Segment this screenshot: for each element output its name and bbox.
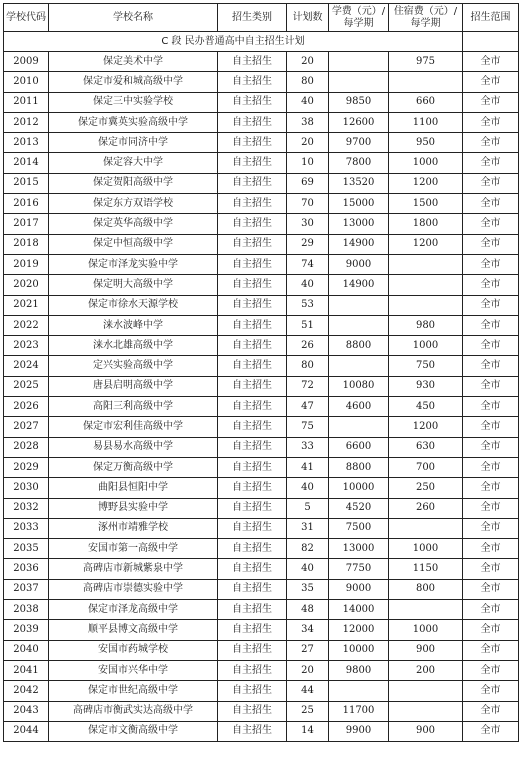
cell-lodging: 630 [389,437,463,457]
cell-tuition: 9900 [329,721,389,741]
cell-plan: 70 [287,194,329,214]
cell-plan: 75 [287,417,329,437]
cell-tuition: 8800 [329,336,389,356]
cell-lodging [389,72,463,92]
table-row [4,518,519,538]
cell-lodging [389,254,463,274]
cell-range: 全市 [463,376,519,396]
cell-name: 高阳三利高级中学 [49,397,218,417]
cell-code: 2011 [4,92,49,112]
cell-category: 自主招生 [218,234,287,254]
cell-name: 保定市世纪高级中学 [49,681,218,701]
cell-plan: 51 [287,315,329,335]
cell-plan: 20 [287,52,329,72]
cell-range: 全市 [463,112,519,132]
table-row [4,397,519,417]
table-row [4,376,519,396]
cell-range: 全市 [463,397,519,417]
table-row [4,539,519,559]
header-lodging-line1: 住宿费（元）/ [393,5,458,17]
cell-code: 2032 [4,498,49,518]
cell-code: 2020 [4,275,49,295]
cell-tuition: 14900 [329,234,389,254]
cell-range: 全市 [463,92,519,112]
cell-tuition: 13520 [329,173,389,193]
cell-category: 自主招生 [218,194,287,214]
cell-tuition: 12000 [329,620,389,640]
header-name: 学校名称 [49,4,218,32]
enrollment-plan-sheet [3,3,518,742]
cell-code: 2025 [4,376,49,396]
cell-name: 安国市第一高级中学 [49,539,218,559]
cell-category: 自主招生 [218,275,287,295]
table-row [4,701,519,721]
cell-tuition [329,295,389,315]
cell-lodging [389,518,463,538]
cell-tuition: 14000 [329,600,389,620]
cell-tuition: 11700 [329,701,389,721]
cell-lodging: 950 [389,133,463,153]
table-row [4,153,519,173]
cell-category: 自主招生 [218,72,287,92]
cell-category: 自主招生 [218,478,287,498]
table-row [4,92,519,112]
cell-name: 涞水波峰中学 [49,315,218,335]
header-range: 招生范围 [463,4,519,32]
cell-code: 2041 [4,660,49,680]
cell-category: 自主招生 [218,315,287,335]
cell-code: 2038 [4,600,49,620]
cell-lodging [389,275,463,295]
cell-tuition [329,417,389,437]
table-row [4,112,519,132]
cell-name: 博野县实验中学 [49,498,218,518]
table-row [4,133,519,153]
cell-code: 2021 [4,295,49,315]
cell-lodging: 1200 [389,417,463,437]
cell-name: 保定三中实验学校 [49,92,218,112]
cell-range: 全市 [463,681,519,701]
cell-range: 全市 [463,660,519,680]
cell-plan: 82 [287,539,329,559]
table-row [4,579,519,599]
cell-plan: 26 [287,336,329,356]
cell-code: 2029 [4,457,49,477]
cell-range: 全市 [463,356,519,376]
cell-plan: 31 [287,518,329,538]
cell-tuition: 14900 [329,275,389,295]
cell-plan: 27 [287,640,329,660]
cell-lodging: 1000 [389,336,463,356]
cell-code: 2028 [4,437,49,457]
cell-name: 保定万衡高级中学 [49,457,218,477]
cell-lodging: 1100 [389,112,463,132]
cell-range: 全市 [463,315,519,335]
cell-code: 2022 [4,315,49,335]
cell-range: 全市 [463,336,519,356]
cell-code: 2044 [4,721,49,741]
cell-name: 保定市徐水天源学校 [49,295,218,315]
cell-range: 全市 [463,72,519,92]
cell-lodging: 260 [389,498,463,518]
cell-lodging: 900 [389,721,463,741]
cell-name: 保定容大中学 [49,153,218,173]
cell-name: 保定市冀英实验高级中学 [49,112,218,132]
cell-plan: 80 [287,356,329,376]
enrollment-table [3,3,519,742]
cell-name: 保定中恒高级中学 [49,234,218,254]
cell-category: 自主招生 [218,457,287,477]
cell-code: 2012 [4,112,49,132]
table-row [4,457,519,477]
table-row [4,275,519,295]
cell-range: 全市 [463,721,519,741]
cell-name: 保定市宏利佳高级中学 [49,417,218,437]
cell-tuition: 7750 [329,559,389,579]
cell-name: 保定市泽龙高级中学 [49,600,218,620]
section-title: C 段 民办普通高中自主招生计划 [4,32,463,52]
cell-category: 自主招生 [218,600,287,620]
cell-tuition: 4520 [329,498,389,518]
table-row [4,356,519,376]
cell-category: 自主招生 [218,640,287,660]
cell-tuition: 7800 [329,153,389,173]
cell-range: 全市 [463,214,519,234]
cell-category: 自主招生 [218,518,287,538]
cell-plan: 53 [287,295,329,315]
cell-code: 2043 [4,701,49,721]
cell-code: 2030 [4,478,49,498]
table-row [4,559,519,579]
cell-category: 自主招生 [218,295,287,315]
cell-range: 全市 [463,640,519,660]
cell-range: 全市 [463,275,519,295]
cell-tuition: 4600 [329,397,389,417]
cell-tuition [329,681,389,701]
cell-plan: 72 [287,376,329,396]
section-range-empty [463,32,519,52]
cell-range: 全市 [463,518,519,538]
cell-plan: 40 [287,275,329,295]
cell-lodging: 700 [389,457,463,477]
cell-tuition: 9000 [329,579,389,599]
cell-name: 保定市文衡高级中学 [49,721,218,741]
cell-range: 全市 [463,194,519,214]
cell-lodging [389,600,463,620]
cell-code: 2013 [4,133,49,153]
cell-plan: 20 [287,133,329,153]
cell-code: 2040 [4,640,49,660]
cell-lodging [389,295,463,315]
table-row [4,721,519,741]
cell-code: 2015 [4,173,49,193]
cell-category: 自主招生 [218,701,287,721]
header-tuition-line2: 每学期 [343,17,374,29]
cell-category: 自主招生 [218,52,287,72]
cell-name: 唐县启明高级中学 [49,376,218,396]
cell-lodging [389,681,463,701]
table-row [4,315,519,335]
table-row [4,437,519,457]
cell-category: 自主招生 [218,173,287,193]
cell-code: 2018 [4,234,49,254]
table-row [4,234,519,254]
cell-lodging: 200 [389,660,463,680]
cell-range: 全市 [463,234,519,254]
cell-tuition: 10080 [329,376,389,396]
cell-category: 自主招生 [218,417,287,437]
cell-lodging: 1000 [389,620,463,640]
cell-lodging [389,701,463,721]
cell-name: 涿州市靖雅学校 [49,518,218,538]
cell-code: 2026 [4,397,49,417]
cell-name: 保定美术中学 [49,52,218,72]
cell-category: 自主招生 [218,397,287,417]
cell-name: 保定东方双语学校 [49,194,218,214]
cell-tuition: 9800 [329,660,389,680]
cell-plan: 20 [287,660,329,680]
cell-range: 全市 [463,539,519,559]
cell-plan: 35 [287,579,329,599]
table-row [4,620,519,640]
cell-name: 安国市兴华中学 [49,660,218,680]
cell-tuition: 13000 [329,214,389,234]
table-row [4,173,519,193]
cell-code: 2017 [4,214,49,234]
cell-range: 全市 [463,153,519,173]
cell-tuition [329,356,389,376]
cell-tuition: 12600 [329,112,389,132]
table-row [4,478,519,498]
cell-category: 自主招生 [218,559,287,579]
cell-category: 自主招生 [218,660,287,680]
cell-category: 自主招生 [218,336,287,356]
cell-category: 自主招生 [218,376,287,396]
cell-category: 自主招生 [218,721,287,741]
cell-lodging: 930 [389,376,463,396]
cell-category: 自主招生 [218,620,287,640]
cell-range: 全市 [463,133,519,153]
table-row [4,417,519,437]
cell-name: 保定英华高级中学 [49,214,218,234]
cell-range: 全市 [463,579,519,599]
cell-range: 全市 [463,457,519,477]
cell-plan: 38 [287,112,329,132]
cell-category: 自主招生 [218,356,287,376]
cell-range: 全市 [463,437,519,457]
cell-plan: 34 [287,620,329,640]
cell-name: 保定市泽龙实验中学 [49,254,218,274]
cell-name: 高碑店市新城紫泉中学 [49,559,218,579]
cell-lodging: 980 [389,315,463,335]
cell-tuition: 8800 [329,457,389,477]
cell-lodging: 1000 [389,539,463,559]
header-lodging [389,4,463,32]
cell-code: 2036 [4,559,49,579]
table-row [4,660,519,680]
cell-category: 自主招生 [218,579,287,599]
cell-range: 全市 [463,295,519,315]
header-row [4,4,519,32]
cell-category: 自主招生 [218,133,287,153]
cell-category: 自主招生 [218,437,287,457]
cell-code: 2037 [4,579,49,599]
cell-range: 全市 [463,52,519,72]
table-row [4,640,519,660]
cell-range: 全市 [463,498,519,518]
cell-range: 全市 [463,254,519,274]
cell-code: 2016 [4,194,49,214]
cell-code: 2009 [4,52,49,72]
cell-tuition: 13000 [329,539,389,559]
table-row [4,336,519,356]
cell-lodging: 900 [389,640,463,660]
table-row [4,600,519,620]
cell-plan: 48 [287,600,329,620]
cell-name: 曲阳县恒阳中学 [49,478,218,498]
cell-lodging: 800 [389,579,463,599]
header-tuition [329,4,389,32]
cell-code: 2042 [4,681,49,701]
cell-code: 2039 [4,620,49,640]
cell-name: 涞水北雄高级中学 [49,336,218,356]
cell-tuition [329,315,389,335]
cell-tuition [329,72,389,92]
cell-tuition: 9000 [329,254,389,274]
header-code: 学校代码 [4,4,49,32]
cell-category: 自主招生 [218,254,287,274]
cell-category: 自主招生 [218,681,287,701]
cell-tuition: 7500 [329,518,389,538]
cell-plan: 44 [287,681,329,701]
cell-name: 保定贺阳高级中学 [49,173,218,193]
table-row [4,498,519,518]
cell-tuition: 15000 [329,194,389,214]
cell-lodging: 750 [389,356,463,376]
cell-plan: 5 [287,498,329,518]
header-lodging-line2: 每学期 [410,17,441,29]
cell-code: 2014 [4,153,49,173]
table-row [4,214,519,234]
cell-lodging: 1150 [389,559,463,579]
cell-lodging: 1000 [389,153,463,173]
cell-code: 2019 [4,254,49,274]
cell-range: 全市 [463,478,519,498]
cell-range: 全市 [463,600,519,620]
cell-plan: 40 [287,559,329,579]
cell-plan: 10 [287,153,329,173]
cell-plan: 80 [287,72,329,92]
cell-category: 自主招生 [218,153,287,173]
cell-name: 定兴实验高级中学 [49,356,218,376]
cell-category: 自主招生 [218,539,287,559]
cell-name: 保定市爱和城高级中学 [49,72,218,92]
cell-name: 保定明大高级中学 [49,275,218,295]
cell-name: 安国市药城学校 [49,640,218,660]
cell-name: 顺平县博文高级中学 [49,620,218,640]
cell-plan: 14 [287,721,329,741]
header-tuition-line1: 学费（元）/ [331,5,386,17]
cell-lodging: 975 [389,52,463,72]
cell-range: 全市 [463,173,519,193]
table-row [4,194,519,214]
cell-name: 易县易水高级中学 [49,437,218,457]
cell-category: 自主招生 [218,214,287,234]
cell-code: 2033 [4,518,49,538]
cell-plan: 74 [287,254,329,274]
cell-category: 自主招生 [218,92,287,112]
cell-code: 2010 [4,72,49,92]
table-row [4,52,519,72]
cell-tuition: 9850 [329,92,389,112]
header-plan: 计划数 [287,4,329,32]
cell-code: 2035 [4,539,49,559]
table-row [4,295,519,315]
cell-tuition: 10000 [329,478,389,498]
cell-plan: 40 [287,478,329,498]
cell-plan: 40 [287,92,329,112]
cell-plan: 25 [287,701,329,721]
cell-name: 高碑店市崇德实验中学 [49,579,218,599]
cell-code: 2027 [4,417,49,437]
cell-lodging: 450 [389,397,463,417]
cell-plan: 29 [287,234,329,254]
cell-tuition: 6600 [329,437,389,457]
cell-range: 全市 [463,701,519,721]
cell-plan: 30 [287,214,329,234]
cell-category: 自主招生 [218,112,287,132]
table-row [4,254,519,274]
cell-range: 全市 [463,417,519,437]
cell-lodging: 1800 [389,214,463,234]
cell-tuition: 10000 [329,640,389,660]
cell-tuition: 9700 [329,133,389,153]
section-row [4,32,519,52]
cell-plan: 33 [287,437,329,457]
cell-lodging: 1200 [389,173,463,193]
cell-range: 全市 [463,620,519,640]
cell-name: 高碑店市衡武实达高级中学 [49,701,218,721]
cell-category: 自主招生 [218,498,287,518]
cell-tuition [329,52,389,72]
header-category: 招生类别 [218,4,287,32]
cell-range: 全市 [463,559,519,579]
cell-lodging: 1200 [389,234,463,254]
table-row [4,681,519,701]
table-body [4,32,519,742]
cell-lodging: 250 [389,478,463,498]
cell-code: 2024 [4,356,49,376]
table-row [4,72,519,92]
cell-plan: 47 [287,397,329,417]
cell-name: 保定市同济中学 [49,133,218,153]
cell-code: 2023 [4,336,49,356]
cell-plan: 69 [287,173,329,193]
cell-lodging: 660 [389,92,463,112]
cell-plan: 41 [287,457,329,477]
cell-lodging: 1500 [389,194,463,214]
